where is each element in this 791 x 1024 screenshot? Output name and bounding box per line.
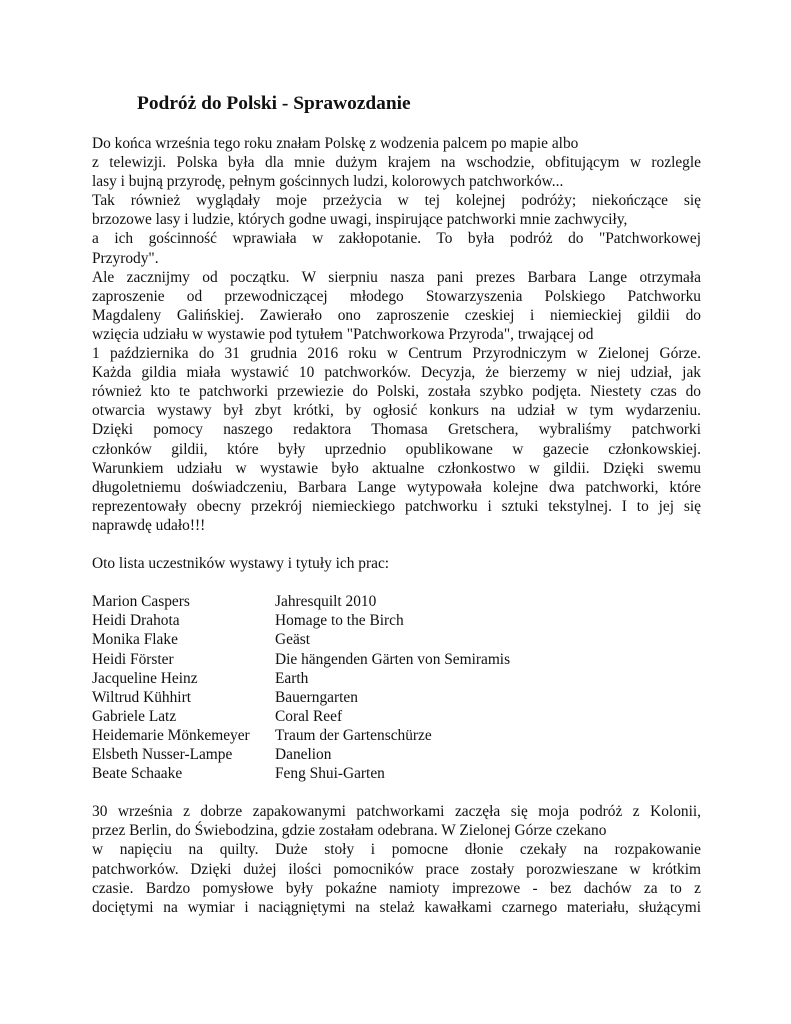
work-title: Die hängenden Gärten von Semiramis	[275, 650, 511, 668]
text-line: również kto te patchworki przewiezie do Polski, została szybko podjęta. Niestety czas do	[92, 383, 701, 401]
text-line: reprezentowały obecny przekrój niemieckiego patchworku i sztuki tekstylnej. I to jej się	[92, 497, 701, 515]
text-line: dociętymi na wymiar i naciągniętymi na stelaż kawałkami czarnego materiału, służącymi	[92, 898, 701, 916]
text-line: Magdaleny Galińskiej. Zawierało ono zaproszenie czeskiej i niemieckiej gildii do	[92, 306, 701, 324]
text-line: 1 października do 31 grudnia 2016 roku w Centrum Przyrodniczym w Zielonej Górze.	[92, 345, 701, 363]
text-line: Do końca września tego roku znałam Polskę z wodzenia palcem po mapie albo	[92, 135, 579, 152]
participants-list	[92, 592, 701, 783]
participant-name: Monika Flake	[92, 631, 178, 649]
list-item	[92, 745, 701, 764]
work-title: Feng Shui-Garten	[275, 765, 385, 783]
text-line: przez Berlin, do Świebodzina, gdzie zostałam odebrana. W Zielonej Górze czekano	[92, 822, 607, 840]
participant-name: Beate Schaake	[92, 765, 183, 783]
text-line: zaproszenie od przewodniczącej młodego Stowarzyszenia Polskiego Patchworku	[92, 287, 701, 305]
list-item	[92, 592, 701, 611]
work-title: Homage to the Birch	[275, 612, 404, 630]
list-item	[92, 707, 701, 726]
text-line: wzięcia udziału w wystawie pod tytułem "Patchworkowa Przyroda", trwającej od	[92, 325, 594, 343]
participant-name: Wiltrud Kühhirt	[92, 688, 191, 706]
intro-paragraph	[92, 134, 701, 535]
participant-name: Gabriele Latz	[92, 707, 177, 725]
text-line: brzozowe lasy i ludzie, których godne uwagi, inspirujące patchworki mnie zachwyciły,	[92, 211, 628, 229]
text-line: Tak również wyglądały moje przeżycia w tej kolejnej podróży; niekończące się	[92, 192, 701, 210]
participant-name: Heidemarie Mönkemeyer	[92, 726, 250, 744]
work-title: Coral Reef	[275, 707, 343, 725]
text-line: z telewizji. Polska była dla mnie dużym krajem na wschodzie, obfitującym w rozlegle	[92, 154, 701, 172]
participant-name: Heidi Drahota	[92, 612, 180, 630]
work-title: Earth	[275, 669, 309, 687]
text-line: Każda gildia miała wystawić 10 patchworków. Decyzja, że bierzemy w niej udział, jak	[92, 364, 701, 382]
list-item	[92, 669, 701, 688]
text-line: a ich gościnność wprawiała w zakłopotanie. To była podróż do "Patchworkowej	[92, 230, 701, 248]
list-item	[92, 764, 701, 783]
text-line: czasie. Bardzo pomysłowe były pokaźne namioty imprezowe - bez dachów za to z	[92, 879, 701, 897]
text-line: Przyrody".	[92, 249, 159, 267]
work-title: Jahresquilt 2010	[275, 593, 377, 611]
text-line: członków gildii, które były uprzednio opublikowane w gazecie członkowskiej.	[92, 440, 701, 458]
participant-name: Heidi Förster	[92, 650, 174, 668]
list-item	[92, 688, 701, 707]
work-title: Geäst	[275, 631, 311, 649]
text-line: długoletniemu doświadczeniu, Barbara Lange wytypowała kolejne dwa patchworki, które	[92, 478, 701, 496]
document-title: Podróż do Polski - Sprawozdanie	[137, 93, 411, 114]
document-body	[92, 134, 701, 917]
text-line: lasy i bujną przyrodę, pełnym gościnnych ludzi, kolorowych patchworków...	[92, 173, 564, 191]
text-line: patchworków. Dzięki dużej ilości pomocników prace zostały porozwieszane w krótkim	[92, 860, 701, 878]
participant-name: Elsbeth Nusser-Lampe	[92, 746, 233, 763]
list-item	[92, 630, 701, 649]
text-line: Warunkiem udziału w wystawie było aktualne członkostwo w gildii. Dzięki swemu	[92, 459, 701, 477]
list-heading: Oto lista uczestników wystawy i tytuły ich prac:	[92, 555, 390, 573]
text-line: otwarcia wystawy był zbyt krótki, by ogłosić konkurs na udział w tym wydarzeniu.	[92, 402, 701, 420]
participant-name: Jacqueline Heinz	[92, 669, 198, 687]
text-line: w napięciu na quilty. Duże stoły i pomocne dłonie czekały na rozpakowanie	[92, 841, 701, 859]
work-title: Danelion	[275, 746, 332, 763]
text-line: 30 września z dobrze zapakowanymi patchworkami zaczęła się moja podróż z Kolonii,	[92, 803, 701, 821]
list-item	[92, 650, 701, 669]
list-item	[92, 726, 701, 745]
text-line: Dzięki pomocy naszego redaktora Thomasa Gretschera, wybraliśmy patchworki	[92, 421, 701, 439]
closing-paragraph	[92, 802, 701, 917]
participant-name: Marion Caspers	[92, 593, 190, 611]
work-title: Bauerngarten	[275, 688, 358, 706]
list-item	[92, 611, 701, 630]
text-line: naprawdę udało!!!	[92, 516, 206, 534]
text-line: Ale zacznijmy od początku. W sierpniu nasza pani prezes Barbara Lange otrzymała	[92, 268, 701, 286]
work-title: Traum der Gartenschürze	[275, 726, 432, 744]
